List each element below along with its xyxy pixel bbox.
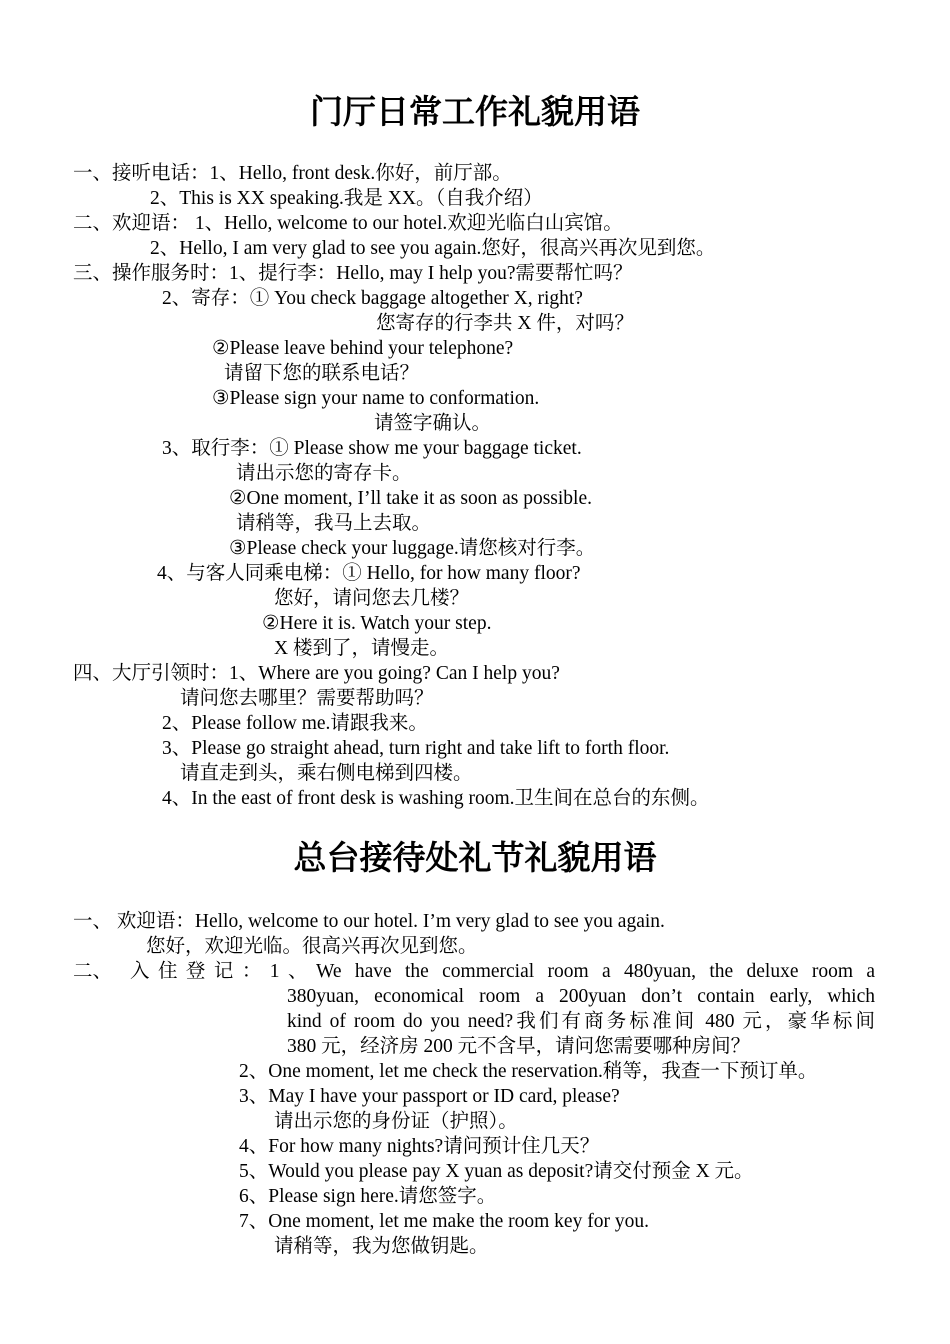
text-line: 380yuan, economical room a 200yuan don’t contain early, which — [287, 986, 875, 1007]
text-line: ③Please sign your name to conformation. — [212, 388, 540, 409]
text-line: 2、Please follow me.请跟我来。 — [162, 713, 428, 734]
text-line: 4、与客人同乘电梯：① Hello, for how many floor? — [157, 563, 581, 584]
text-line: 您好，请问您去几楼？ — [274, 588, 470, 609]
section2-title: 总台接待处礼节礼貌用语 — [293, 838, 657, 877]
text-line: 请签字确认。 — [374, 413, 492, 434]
text-line: 请稍等，我为您做钥匙。 — [274, 1236, 489, 1257]
text-line: kind of room do you need?我们有商务标准间 480 元，豪华标间 — [287, 1011, 875, 1032]
text-line: 2、寄存：① You check baggage altogether X, right? — [162, 288, 583, 309]
text-line: 请出示您的身份证（护照）。 — [274, 1111, 518, 1132]
text-line: 2、This is XX speaking.我是 XX。（自我介绍） — [150, 188, 543, 209]
text-line: 入住登记：1、We have the commercial room a 480yuan, the deluxe room a — [130, 961, 875, 982]
text-line: 2、Hello, I am very glad to see you again.您好，很高兴再次见到您。 — [150, 238, 716, 259]
text-line: 二、 — [73, 961, 113, 982]
text-line: 请出示您的寄存卡。 — [236, 463, 412, 484]
text-line: 3、Please go straight ahead, turn right and take lift to forth floor. — [162, 738, 670, 759]
text-line: 一、接听电话：1、Hello, front desk.你好，前厅部。 — [73, 163, 512, 184]
text-line: 请问您去哪里？需要帮助吗？ — [180, 688, 434, 709]
text-line: 三、操作服务时：1、提行李：Hello, may I help you?需要帮忙吗？ — [73, 263, 633, 284]
text-line: 7、One moment, let me make the room key for you. — [239, 1211, 649, 1232]
text-line: 请直走到头，乘右侧电梯到四楼。 — [180, 763, 473, 784]
section1-title: 门厅日常工作礼貌用语 — [310, 92, 640, 131]
text-line: 5、Would you please pay X yuan as deposit?请交付预金 X 元。 — [239, 1161, 754, 1182]
text-line: ②Please leave behind your telephone? — [212, 338, 514, 359]
text-line: 6、Please sign here.请您签字。 — [239, 1186, 497, 1207]
text-line: 请留下您的联系电话？ — [224, 363, 420, 384]
text-line: ②One moment, I’ll take it as soon as possible. — [229, 488, 593, 509]
text-line: 一、 欢迎语：Hello, welcome to our hotel. I’m very glad to see you again. — [73, 911, 665, 932]
text-line: 2、One moment, let me check the reservation.稍等，我查一下预订单。 — [239, 1061, 818, 1082]
text-line: 四、大厅引领时：1、Where are you going? Can I help you? — [73, 663, 560, 684]
text-line: 您寄存的行李共 X 件，对吗？ — [376, 313, 634, 334]
text-line: ③Please check your luggage.请您核对行李。 — [229, 538, 596, 559]
text-line: 380 元，经济房 200 元不含早，请问您需要哪种房间？ — [287, 1036, 751, 1057]
text-line: 您好，欢迎光临。很高兴再次见到您。 — [146, 936, 478, 957]
text-line: 4、In the east of front desk is washing room.卫生间在总台的东侧。 — [162, 788, 710, 809]
text-line: 请稍等，我马上去取。 — [236, 513, 432, 534]
text-line: 二、欢迎语： 1、Hello, welcome to our hotel.欢迎光临白山宾馆。 — [73, 213, 623, 234]
text-line: 3、取行李：① Please show me your baggage ticket. — [162, 438, 582, 459]
text-line: 4、For how many nights?请问预计住几天？ — [239, 1136, 600, 1157]
text-line: X 楼到了，请慢走。 — [274, 638, 449, 659]
text-line: 3、May I have your passport or ID card, please? — [239, 1086, 620, 1107]
text-line: ②Here it is. Watch your step. — [262, 613, 492, 634]
